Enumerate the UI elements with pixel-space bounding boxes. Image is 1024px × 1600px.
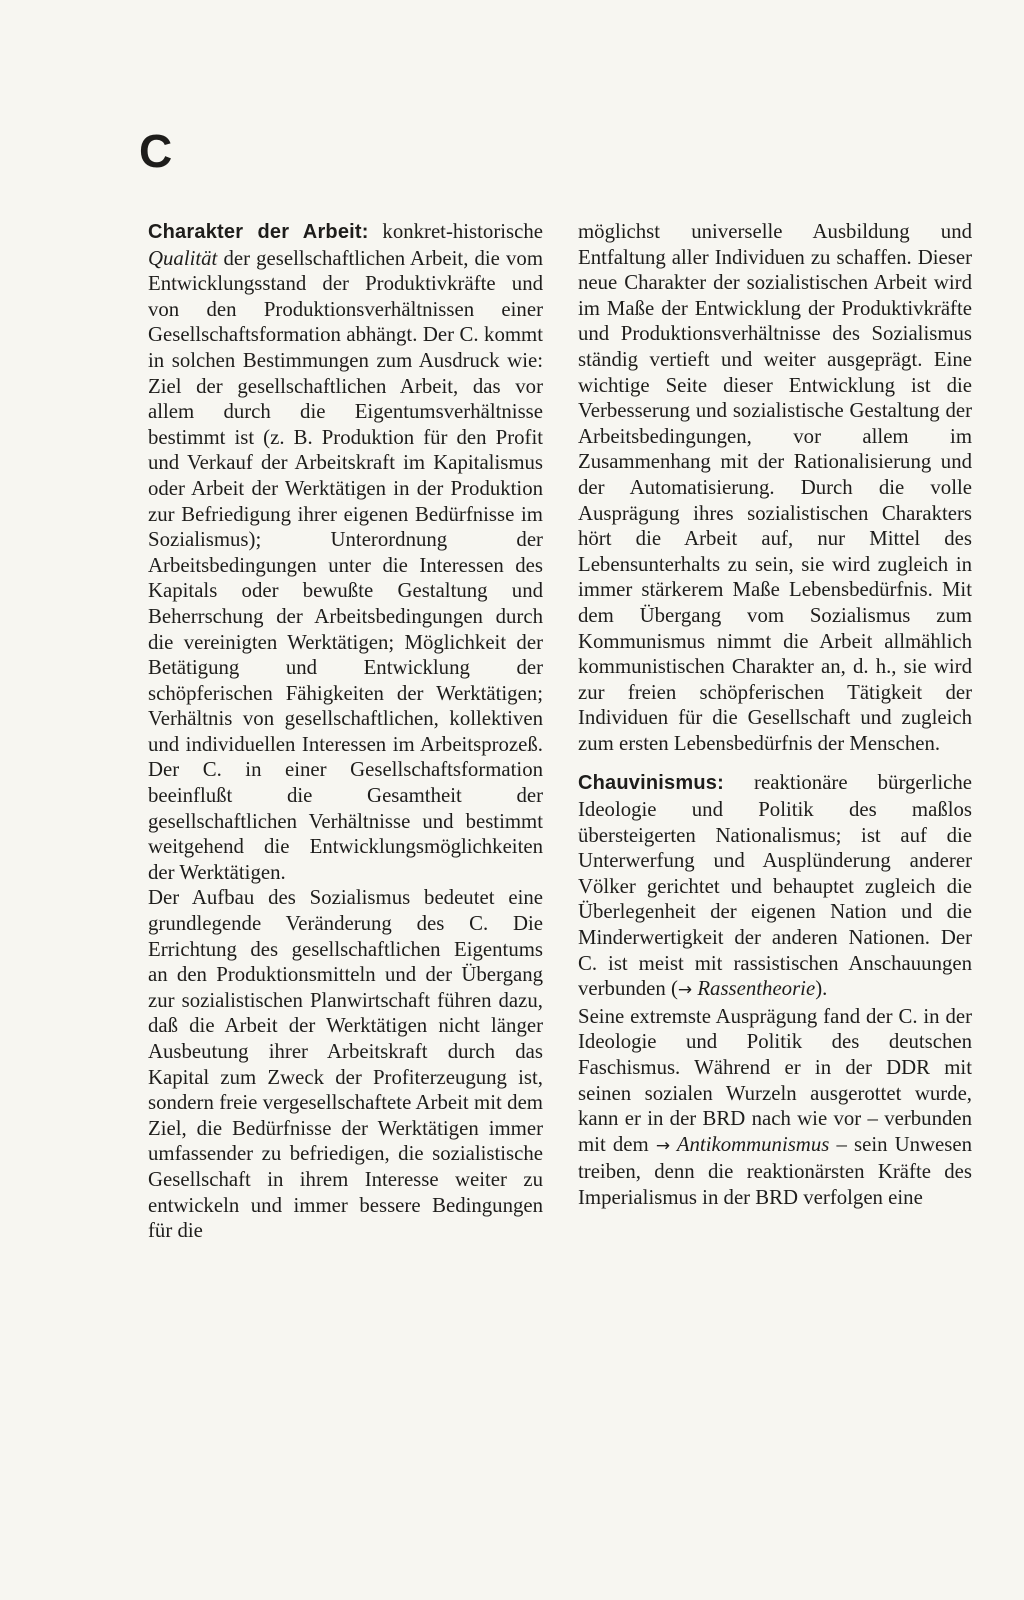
left-column xyxy=(148,219,543,1244)
entry-paragraph xyxy=(578,1004,972,1211)
entry-text: reaktionäre bürgerliche Ideologie und Politik des maßlos übersteigerten Nationalismus; ist auf die Unterwerfung und Ausplünderung anderer Völker gerichtet und behauptet zugleich die Überlegenheit der eigenen Nation und die Minderwertigkeit der anderen Nationen. Der C. ist meist mit rassistischen Anschauungen verbunden ( xyxy=(578,771,972,1001)
cross-reference-arrow-icon: → xyxy=(677,980,693,1001)
cross-reference-arrow-icon: → xyxy=(655,1135,671,1156)
cross-reference-link[interactable]: Antikommunismus xyxy=(670,1132,830,1156)
entry-text: Seine extremste Ausprägung fand der C. in der Ideologie und Politik des deutschen Faschismus. Während er in der DDR mit seinen sozialen Wurzeln ausgerottet wurde, kann er in der BRD nach wie vor – verbunden mit dem xyxy=(578,1004,972,1156)
entry-chauvinismus xyxy=(578,770,972,1003)
entry-text: ). xyxy=(815,977,828,1001)
section-letter: C xyxy=(139,125,173,177)
entry-paragraph: Der Aufbau des Sozialismus bedeutet eine grundlegende Veränderung des C. Die Errichtung des gesellschaftlichen Eigentums an den Produktionsmitteln und der Übergang zur sozialistischen Planwirtschaft führen dazu, daß die Arbeit der Werktätigen nicht länger Ausbeutung ihrer Arbeitskraft durch das Kapital zum Zweck der Profiterzeugung ist, sondern freie vergesellschaftete Arbeit mit dem Ziel, die Bedürfnisse der Werktätigen immer umfassender zu befriedigen, die sozialistische Gesellschaft in ihrem Interesse weiter zu entwickeln und immer bessere Bedingungen für die xyxy=(148,886,543,1243)
entry-paragraph-continued: möglichst universelle Ausbildung und Entfaltung aller Individuen zu schaffen. Dieser neue Charakter der sozialistischen Arbeit wird im Maße der Entwicklung der Produktivkräfte und Produktionsverhältnisse des Sozialismus ständig vertieft und weiter ausgeprägt. Eine wichtige Seite dieser Entwicklung ist die Verbesserung und sozialistische Gestaltung der Arbeitsbedingungen, vor allem im Zusammenhang mit der Rationalisierung und der Automatisierung. Durch die volle Ausprägung ihres sozialistischen Charakters hört die Arbeit auf, nur Mittel des Lebensunterhalts zu sein, sie wird zugleich in immer stärkerem Maße Lebensbedürfnis. Mit dem Übergang vom Sozialismus zum Kommunismus nimmt die Arbeit allmählich kommunistischen Charakter an, d. h., sie wird zur freien schöpferischen Tätigkeit der Individuen für die Gesellschaft und zugleich zum ersten Lebensbedürfnis der Menschen. xyxy=(578,220,972,755)
entry-text: der gesellschaftlichen Arbeit, die vom Entwicklungsstand der Produktivkräfte und von den Produktionsverhältnissen einer Gesellschaftsformation abhängt. Der C. kommt in solchen Bestimmungen zum Ausdruck wie: Ziel der gesellschaftlichen Arbeit, das vor allem durch die Eigentumsverhältnisse bestimmt ist (z. B. Produktion für den Profit und Verkauf der Arbeitskraft im Kapitalismus oder Arbeit der Werktätigen in der Produktion zur Befriedigung ihrer eigenen Bedürfnisse im Sozialismus); Unterordnung der Arbeitsbedingungen unter die Interessen des Kapitals oder bewußte Gestaltung und Beherrschung der Arbeitsbedingungen durch die vereinigten Werktätigen; Möglichkeit der Betätigung und Entwicklung der schöpferischen Fähigkeiten der Werktätigen; Verhältnis von gesellschaftlichen, kollektiven und individuellen Interessen im Arbeitsprozeß. Der C. in einer Gesellschaftsformation beeinflußt die Gesamtheit der gesellschaftlichen Verhältnisse und bestimmt weitgehend die Entwicklungsmöglichkeiten der Werktätigen. xyxy=(148,246,543,884)
entry-term: Charakter der Arbeit: xyxy=(148,221,369,243)
entry-gap xyxy=(578,756,972,770)
entry-charakter-der-arbeit xyxy=(148,219,543,885)
entry-text-italic: Qualität xyxy=(148,246,218,270)
entry-text: konkret-historische xyxy=(368,220,543,243)
cross-reference-link[interactable]: Rassentheorie xyxy=(692,977,816,1001)
entry-text: – sein Unwesen treiben, denn die reaktionärsten Kräfte des Imperialismus in der BRD verfolgen eine xyxy=(578,1132,973,1209)
right-column xyxy=(578,219,972,1211)
entry-term: Chauvinismus: xyxy=(578,772,724,795)
